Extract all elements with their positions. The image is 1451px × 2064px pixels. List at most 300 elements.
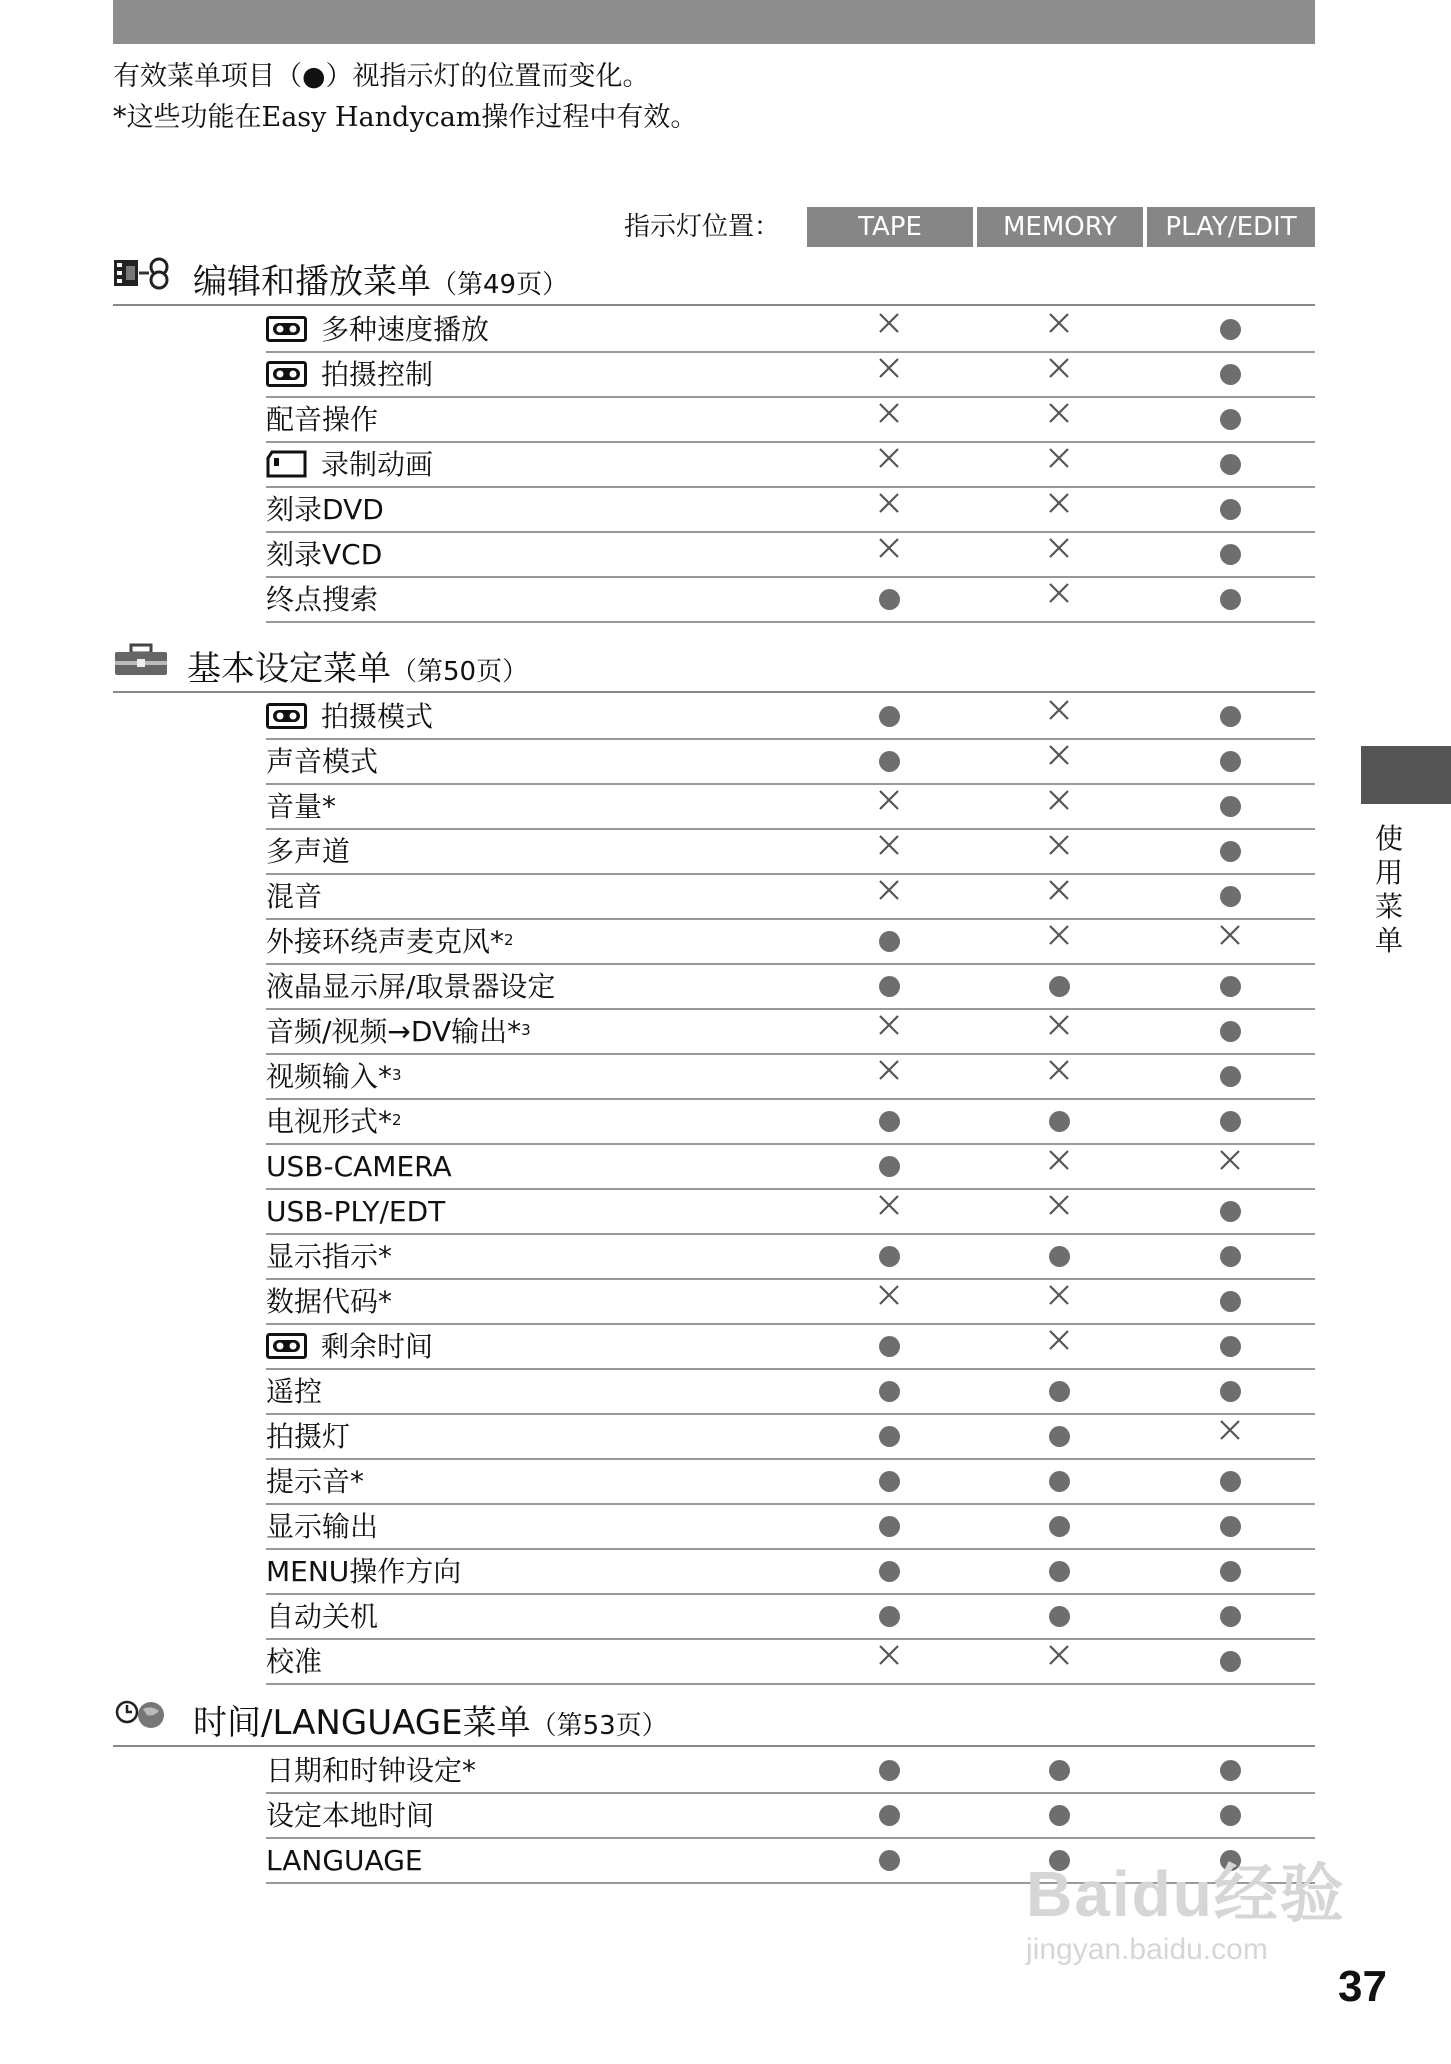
menu-item-label (266, 1600, 378, 1634)
footnote-marker: 3 (392, 1066, 402, 1084)
menu-item-text: 录制动画 (321, 448, 434, 481)
play-edit-available-dot (1220, 1336, 1241, 1357)
memory-available-dot (1049, 1381, 1070, 1402)
menu-item-row (266, 531, 1315, 578)
header-bar (113, 0, 1315, 44)
intro-line-2: *这些功能在Easy Handycam操作过程中有效。 (113, 102, 698, 133)
cell-memory (1039, 576, 1079, 621)
tape-available-dot (879, 589, 900, 610)
cell-tape (869, 963, 909, 1008)
menu-item-text: 拍摄灯 (266, 1420, 351, 1453)
cell-memory (1039, 1098, 1079, 1143)
memory-available-dot (1049, 1471, 1070, 1492)
cell-play-edit (1210, 441, 1250, 486)
menu-item-text: 剩余时间 (321, 1330, 434, 1363)
tape-unavailable-cross-icon (876, 877, 902, 903)
menu-item-label (266, 1375, 322, 1409)
menu-item-text: 提示音* (266, 1465, 365, 1498)
menu-item-label (266, 1754, 476, 1788)
tape-unavailable-cross-icon (876, 1642, 902, 1668)
play-edit-available-dot (1220, 976, 1241, 997)
play-edit-available-dot (1220, 1066, 1241, 1087)
cell-tape (869, 1143, 909, 1188)
cell-memory (1039, 1638, 1079, 1683)
tape-available-dot (879, 1156, 900, 1177)
tape-available-dot (879, 1246, 900, 1267)
play-edit-available-dot (1220, 499, 1241, 520)
cell-tape (869, 1053, 909, 1098)
memory-unavailable-cross-icon (1046, 445, 1072, 471)
memory-unavailable-cross-icon (1046, 832, 1072, 858)
column-header-play-edit: PLAY/EDIT (1147, 207, 1315, 247)
cell-memory (1039, 1458, 1079, 1503)
tape-available-dot (879, 976, 900, 997)
cell-play-edit (1210, 531, 1250, 576)
cell-memory (1039, 1747, 1079, 1792)
cell-tape (869, 1278, 909, 1323)
cell-play-edit (1210, 738, 1250, 783)
cell-memory (1039, 306, 1079, 351)
play-edit-available-dot (1220, 409, 1241, 430)
menu-item-text: 配音操作 (266, 403, 379, 436)
footnote-marker: 2 (392, 1111, 402, 1129)
cell-memory (1039, 1278, 1079, 1323)
menu-item-text: 遥控 (266, 1375, 323, 1408)
cell-memory (1039, 441, 1079, 486)
play-edit-available-dot (1220, 589, 1241, 610)
memory-available-dot (1049, 976, 1070, 997)
menu-item-label (266, 1465, 364, 1499)
cell-tape (869, 486, 909, 531)
cell-memory (1039, 1053, 1079, 1098)
menu-item-row (266, 486, 1315, 533)
menu-item-label (266, 448, 433, 482)
cell-tape (869, 783, 909, 828)
menu-item-text: 多声道 (266, 835, 351, 868)
tape-available-dot (879, 931, 900, 952)
tape-available-dot (879, 1606, 900, 1627)
play-edit-unavailable-cross-icon (1217, 922, 1243, 948)
menu-item-text: 混音 (266, 880, 323, 913)
play-edit-available-dot (1220, 544, 1241, 565)
cell-tape (869, 576, 909, 621)
play-edit-unavailable-cross-icon (1217, 1147, 1243, 1173)
play-edit-available-dot (1220, 1561, 1241, 1582)
cell-play-edit (1210, 1008, 1250, 1053)
menu-item-row (266, 396, 1315, 443)
cell-play-edit (1210, 1458, 1250, 1503)
play-edit-available-dot (1220, 364, 1241, 385)
section-page-ref: （第50页） (391, 657, 529, 687)
menu-item-label (266, 403, 378, 437)
cell-play-edit (1210, 1548, 1250, 1593)
menu-item-row (266, 783, 1315, 830)
cell-memory (1039, 396, 1079, 441)
play-edit-available-dot (1220, 796, 1241, 817)
cell-play-edit (1210, 918, 1250, 963)
cell-tape (869, 1503, 909, 1548)
cell-play-edit (1210, 1747, 1250, 1792)
menu-item-row (266, 1792, 1315, 1839)
side-tab-label: 使用菜单 (1374, 822, 1403, 957)
play-edit-available-dot (1220, 1805, 1241, 1826)
cell-play-edit (1210, 873, 1250, 918)
cell-memory (1039, 486, 1079, 531)
cell-play-edit (1210, 783, 1250, 828)
cell-memory (1039, 1233, 1079, 1278)
section-header (113, 633, 1315, 693)
cell-tape (869, 351, 909, 396)
memory-available-dot (1049, 1760, 1070, 1781)
menu-item-row (266, 1368, 1315, 1415)
footnote-marker: 2 (504, 931, 514, 949)
menu-item-text: 音频/视频→DV输出* (266, 1015, 522, 1048)
tape-unavailable-cross-icon (876, 445, 902, 471)
cell-tape (869, 441, 909, 486)
menu-item-text: 视频输入* (266, 1060, 393, 1093)
play-edit-available-dot (1220, 454, 1241, 475)
menu-item-label (266, 745, 378, 779)
cell-tape (869, 1368, 909, 1413)
play-edit-available-dot (1220, 751, 1241, 772)
play-edit-available-dot (1220, 1111, 1241, 1132)
edit-playback-icon (113, 256, 175, 294)
play-edit-available-dot (1220, 886, 1241, 907)
memory-available-dot (1049, 1516, 1070, 1537)
cell-tape (869, 1747, 909, 1792)
menu-item-label (266, 1105, 402, 1139)
tape-available-dot (879, 1805, 900, 1826)
cell-memory (1039, 963, 1079, 1008)
menu-item-label (266, 493, 384, 527)
menu-item-text: USB-PLY/EDT (266, 1195, 446, 1228)
tape-available-dot (879, 1850, 900, 1871)
memory-available-dot (1049, 1426, 1070, 1447)
menu-item-label (266, 583, 378, 617)
cell-tape (869, 873, 909, 918)
play-edit-available-dot (1220, 1606, 1241, 1627)
play-edit-available-dot (1220, 1471, 1241, 1492)
menu-item-row (266, 1008, 1315, 1055)
menu-item-label (266, 790, 336, 824)
memory-unavailable-cross-icon (1046, 1147, 1072, 1173)
cell-tape (869, 1458, 909, 1503)
cell-play-edit (1210, 1323, 1250, 1368)
column-header-tape: TAPE (807, 207, 973, 247)
menu-item-label (266, 970, 555, 1004)
intro-text (113, 56, 697, 138)
menu-item-label (266, 1285, 392, 1319)
tape-available-dot (879, 1760, 900, 1781)
cell-play-edit (1210, 306, 1250, 351)
cell-memory (1039, 1008, 1079, 1053)
tape-available-dot (879, 706, 900, 727)
menu-item-text: 设定本地时间 (266, 1799, 435, 1832)
cell-play-edit (1210, 576, 1250, 621)
menu-item-text: 液晶显示屏/取景器设定 (266, 970, 556, 1003)
menu-item-text: 刻录VCD (266, 538, 383, 571)
play-edit-available-dot (1220, 1516, 1241, 1537)
menu-item-text: 显示输出 (266, 1510, 379, 1543)
memory-unavailable-cross-icon (1046, 1327, 1072, 1353)
memory-unavailable-cross-icon (1046, 877, 1072, 903)
cell-memory (1039, 1593, 1079, 1638)
play-edit-available-dot (1220, 1201, 1241, 1222)
menu-item-row (266, 1188, 1315, 1235)
menu-item-row (266, 828, 1315, 875)
menu-item-label (266, 1510, 378, 1544)
tape-unavailable-cross-icon (876, 1057, 902, 1083)
cell-tape (869, 1638, 909, 1683)
menu-item-row (266, 918, 1315, 965)
tape-unavailable-cross-icon (876, 535, 902, 561)
tape-unavailable-cross-icon (876, 1192, 902, 1218)
memory-unavailable-cross-icon (1046, 1057, 1072, 1083)
side-tab-marker (1361, 746, 1451, 804)
menu-item-text: 外接环绕声麦克风* (266, 925, 505, 958)
menu-item-row (266, 441, 1315, 488)
cell-tape (869, 918, 909, 963)
memory-available-dot (1049, 1111, 1070, 1132)
cell-memory (1039, 738, 1079, 783)
cell-memory (1039, 1368, 1079, 1413)
menu-item-text: 电视形式* (266, 1105, 393, 1138)
intro-line-1: 有效菜单项目（●）视指示灯的位置而变化。 (113, 61, 650, 92)
menu-item-row (266, 1278, 1315, 1325)
menu-item-label (266, 700, 433, 734)
section-title (193, 1695, 668, 1744)
memory-unavailable-cross-icon (1046, 310, 1072, 336)
cell-memory (1039, 1143, 1079, 1188)
cell-tape (869, 1098, 909, 1143)
menu-item-row (266, 873, 1315, 920)
menu-item-row (266, 1458, 1315, 1505)
tape-unavailable-cross-icon (876, 1012, 902, 1038)
memory-unavailable-cross-icon (1046, 580, 1072, 606)
cell-tape (869, 306, 909, 351)
menu-item-text: 日期和时钟设定* (266, 1754, 477, 1787)
menu-item-label (266, 1645, 322, 1679)
menu-item-text: 终点搜索 (266, 583, 379, 616)
menu-item-label (266, 1555, 461, 1589)
memory-unavailable-cross-icon (1046, 1282, 1072, 1308)
watermark (1026, 1843, 1371, 1967)
menu-item-text: 拍摄控制 (321, 358, 434, 391)
tape-available-dot (879, 1426, 900, 1447)
menu-item-text: LANGUAGE (266, 1844, 423, 1877)
section-page-ref: （第53页） (530, 1711, 668, 1741)
menu-item-label (266, 1150, 452, 1184)
tape-icon (266, 316, 307, 342)
menu-item-label (266, 1420, 350, 1454)
cell-memory (1039, 531, 1079, 576)
cell-tape (869, 1792, 909, 1837)
tape-unavailable-cross-icon (876, 1282, 902, 1308)
play-edit-unavailable-cross-icon (1217, 1417, 1243, 1443)
toolbox-icon (113, 643, 169, 681)
tape-available-dot (879, 1516, 900, 1537)
tape-icon (266, 703, 307, 729)
cell-play-edit (1210, 1053, 1250, 1098)
menu-item-label (266, 1240, 392, 1274)
section-title-text: 基本设定菜单 (187, 649, 391, 689)
tape-icon (266, 1333, 307, 1359)
menu-item-text: 音量* (266, 790, 337, 823)
cell-tape (869, 1837, 909, 1882)
cell-play-edit (1210, 1638, 1250, 1683)
cell-memory (1039, 828, 1079, 873)
cell-tape (869, 531, 909, 576)
memory-unavailable-cross-icon (1046, 922, 1072, 948)
menu-item-label (266, 1060, 402, 1094)
cell-memory (1039, 351, 1079, 396)
menu-item-label (266, 358, 433, 392)
memory-icon (266, 450, 307, 478)
menu-item-row (266, 1143, 1315, 1190)
page-number: 37 (1338, 1962, 1387, 2011)
column-header-memory: MEMORY (977, 207, 1143, 247)
menu-item-text: MENU操作方向 (266, 1555, 462, 1588)
tape-icon (266, 361, 307, 387)
menu-item-row (266, 1053, 1315, 1100)
menu-item-label (266, 1015, 531, 1049)
cell-play-edit (1210, 1188, 1250, 1233)
cell-play-edit (1210, 1593, 1250, 1638)
menu-item-row (266, 1548, 1315, 1595)
menu-item-text: 多种速度播放 (321, 313, 490, 346)
cell-play-edit (1210, 396, 1250, 441)
cell-play-edit (1210, 828, 1250, 873)
menu-item-label (266, 1844, 423, 1878)
cell-memory (1039, 1413, 1079, 1458)
memory-unavailable-cross-icon (1046, 535, 1072, 561)
cell-tape (869, 828, 909, 873)
cell-tape (869, 693, 909, 738)
tape-available-dot (879, 751, 900, 772)
menu-item-label (266, 925, 514, 959)
tape-unavailable-cross-icon (876, 355, 902, 381)
tape-available-dot (879, 1561, 900, 1582)
section-page-ref: （第49页） (431, 270, 569, 300)
menu-item-row (266, 1747, 1315, 1794)
menu-item-label (266, 1330, 433, 1364)
menu-item-label (266, 880, 322, 914)
cell-play-edit (1210, 1233, 1250, 1278)
play-edit-available-dot (1220, 1760, 1241, 1781)
cell-play-edit (1210, 1503, 1250, 1548)
cell-play-edit (1210, 486, 1250, 531)
menu-item-label (266, 1799, 434, 1833)
cell-play-edit (1210, 1278, 1250, 1323)
cell-tape (869, 1413, 909, 1458)
cell-play-edit (1210, 1098, 1250, 1143)
menu-item-row (266, 1413, 1315, 1460)
section-title (187, 641, 528, 690)
section-header (113, 246, 1315, 306)
clock-globe-icon (113, 1697, 173, 1735)
play-edit-available-dot (1220, 1246, 1241, 1267)
memory-available-dot (1049, 1561, 1070, 1582)
memory-available-dot (1049, 1246, 1070, 1267)
cell-play-edit (1210, 963, 1250, 1008)
memory-unavailable-cross-icon (1046, 355, 1072, 381)
play-edit-available-dot (1220, 706, 1241, 727)
menu-item-text: 校准 (266, 1645, 323, 1678)
tape-available-dot (879, 1471, 900, 1492)
menu-item-label (266, 538, 382, 572)
section-title (193, 254, 568, 303)
cell-memory (1039, 873, 1079, 918)
memory-unavailable-cross-icon (1046, 1192, 1072, 1218)
menu-item-label (266, 1195, 445, 1229)
memory-available-dot (1049, 1606, 1070, 1627)
memory-unavailable-cross-icon (1046, 1012, 1072, 1038)
cell-tape (869, 1233, 909, 1278)
menu-item-row (266, 576, 1315, 623)
cell-memory (1039, 1188, 1079, 1233)
cell-play-edit (1210, 1413, 1250, 1458)
footnote-marker: 3 (521, 1021, 531, 1039)
menu-item-text: 显示指示* (266, 1240, 393, 1273)
menu-item-row (266, 1323, 1315, 1370)
cell-tape (869, 1323, 909, 1368)
section-title-text: 时间/LANGUAGE菜单 (193, 1703, 531, 1743)
menu-item-row (266, 306, 1315, 353)
menu-item-label (266, 835, 350, 869)
cell-memory (1039, 918, 1079, 963)
play-edit-available-dot (1220, 1021, 1241, 1042)
menu-item-row (266, 1098, 1315, 1145)
cell-play-edit (1210, 1792, 1250, 1837)
tape-unavailable-cross-icon (876, 490, 902, 516)
play-edit-available-dot (1220, 1381, 1241, 1402)
menu-item-row (266, 1503, 1315, 1550)
memory-unavailable-cross-icon (1046, 1642, 1072, 1668)
indicator-position-label: 指示灯位置： (624, 212, 781, 242)
cell-tape (869, 1593, 909, 1638)
tape-unavailable-cross-icon (876, 832, 902, 858)
menu-item-text: USB-CAMERA (266, 1150, 452, 1183)
cell-play-edit (1210, 1368, 1250, 1413)
memory-available-dot (1049, 1805, 1070, 1826)
tape-unavailable-cross-icon (876, 787, 902, 813)
menu-item-text: 刻录DVD (266, 493, 384, 526)
memory-unavailable-cross-icon (1046, 787, 1072, 813)
cell-play-edit (1210, 1143, 1250, 1188)
play-edit-available-dot (1220, 319, 1241, 340)
cell-tape (869, 738, 909, 783)
memory-unavailable-cross-icon (1046, 490, 1072, 516)
menu-item-text: 数据代码* (266, 1285, 393, 1318)
memory-unavailable-cross-icon (1046, 742, 1072, 768)
menu-item-row (266, 738, 1315, 785)
memory-unavailable-cross-icon (1046, 400, 1072, 426)
menu-item-text: 拍摄模式 (321, 700, 434, 733)
memory-unavailable-cross-icon (1046, 697, 1072, 723)
menu-item-text: 自动关机 (266, 1600, 379, 1633)
tape-available-dot (879, 1111, 900, 1132)
watermark-url: jingyan.baidu.com (1026, 1933, 1268, 1966)
menu-item-row (266, 963, 1315, 1010)
play-edit-available-dot (1220, 841, 1241, 862)
cell-memory (1039, 693, 1079, 738)
cell-memory (1039, 1792, 1079, 1837)
section-title-text: 编辑和播放菜单 (193, 262, 431, 302)
cell-memory (1039, 1503, 1079, 1548)
menu-item-row (266, 693, 1315, 740)
play-edit-available-dot (1220, 1291, 1241, 1312)
menu-item-text: 声音模式 (266, 745, 379, 778)
